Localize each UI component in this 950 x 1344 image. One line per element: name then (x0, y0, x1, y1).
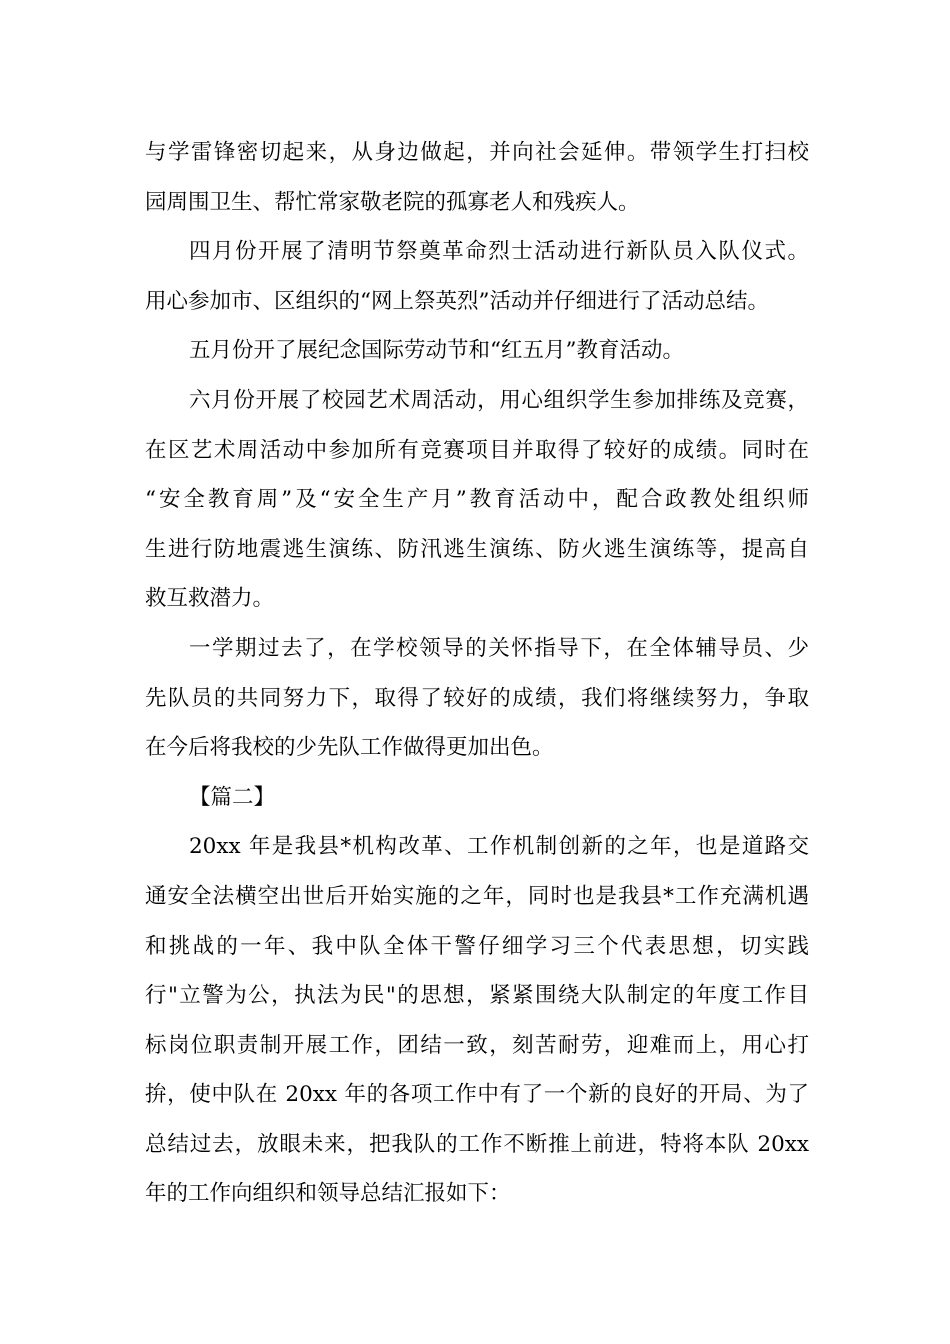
text-line: 拚，使中队在 20xx 年的各项工作中有了一个新的良好的开局、为了 (145, 1082, 809, 1108)
text-line: 先队员的共同努力下，取得了较好的成绩，我们将继续努力，争取 (145, 685, 809, 711)
text-line: 与学雷锋密切起来，从身边做起，并向社会延伸。带领学生打扫校 (145, 140, 809, 165)
text-line: 六月份开展了校园艺术周活动，用心组织学生参加排练及竞赛， (189, 387, 809, 413)
text-line: 园周围卫生、帮忙常家敬老院的孤寡老人和残疾人。 (145, 189, 640, 215)
text-line: 五月份开了展纪念国际劳动节和“红五月”教育活动。 (189, 338, 684, 364)
text-line: 标岗位职责制开展工作，团结一致，刻苦耐劳，迎难而上，用心打 (145, 1032, 809, 1058)
text-line: 行"立警为公，执法为民"的思想，紧紧围绕大队制定的年度工作目 (145, 983, 809, 1009)
text-line: 生进行防地震逃生演练、防汛逃生演练、防火逃生演练等，提高自 (145, 536, 809, 562)
text-line: 和挑战的一年、我中队全体干警仔细学习三个代表思想，切实践 (145, 933, 809, 959)
text-line: 在今后将我校的少先队工作做得更加出色。 (145, 735, 554, 761)
section-heading: 【篇二】 (189, 784, 276, 810)
document-page (145, 128, 809, 1219)
text-line: 年的工作向组织和领导总结汇报如下： (145, 1181, 511, 1207)
text-line: 20xx 年是我县*机构改革、工作机制创新的之年，也是道路交 (189, 834, 809, 860)
text-line: 救互救潜力。 (145, 586, 275, 612)
text-line: 一学期过去了，在学校领导的关怀指导下，在全体辅导员、少 (189, 635, 809, 661)
text-line: 在区艺术周活动中参加所有竞赛项目并取得了较好的成绩。同时在 (145, 437, 809, 463)
text-line: 四月份开展了清明节祭奠革命烈士活动进行新队员入队仪式。 (189, 239, 809, 265)
text-line: “安全教育周”及“安全生产月”教育活动中，配合政教处组织师 (145, 487, 809, 513)
text-line: 用心参加市、区组织的“网上祭英烈”活动并仔细进行了活动总结。 (145, 288, 769, 314)
text-line: 通安全法横空出世后开始实施的之年，同时也是我县*工作充满机遇 (145, 883, 809, 909)
text-line: 总结过去，放眼未来，把我队的工作不断推上前进，特将本队 20xx (145, 1131, 809, 1157)
